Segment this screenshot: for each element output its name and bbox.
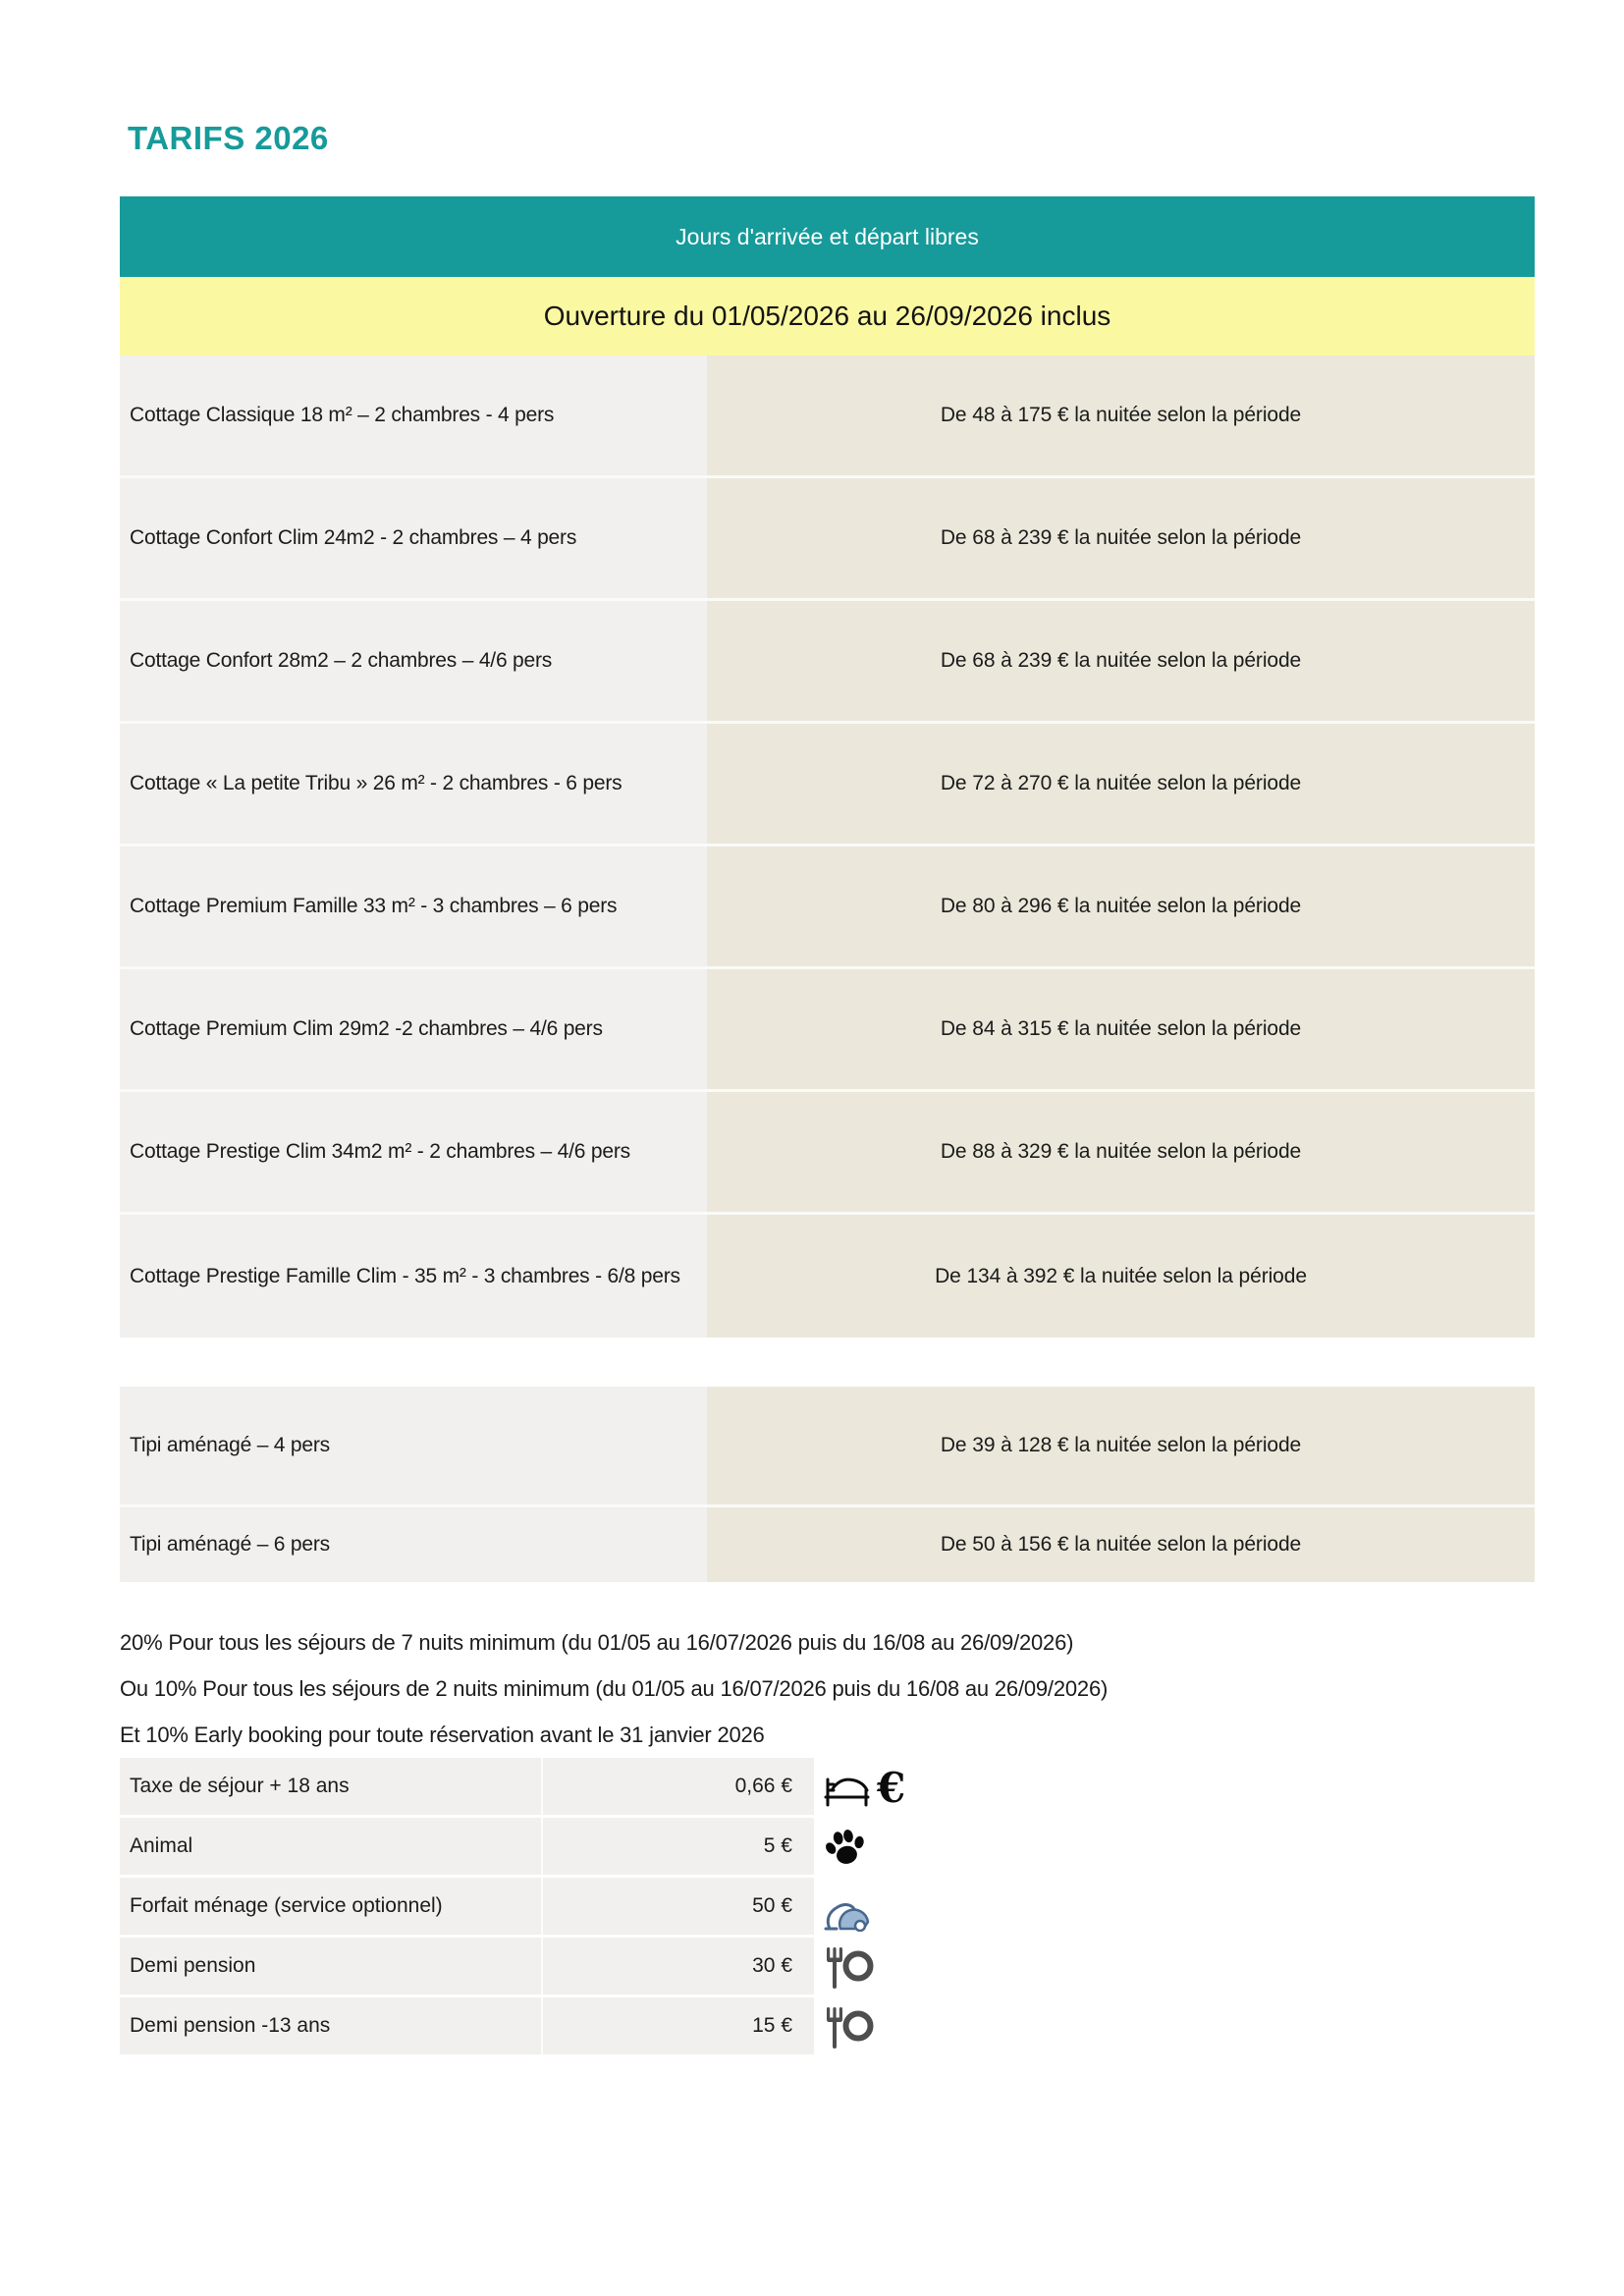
table-row: [120, 1507, 1535, 1582]
fee-row: [120, 1997, 814, 2057]
accommodation-price: De 68 à 239 € la nuitée selon la période: [707, 601, 1535, 721]
tipi-label: Tipi aménagé – 4 pers: [120, 1387, 707, 1504]
opening-banner-text: Ouverture du 01/05/2026 au 26/09/2026 inclus: [543, 301, 1111, 331]
fee-row: [120, 1758, 814, 1818]
fee-row: [120, 1878, 814, 1938]
icon-cell: [823, 1878, 950, 1938]
table-row: [120, 1092, 1535, 1215]
discount-line: 20% Pour tous les séjours de 7 nuits minimum (du 01/05 au 16/07/2026 puis du 16/08 au 26/09/2026): [120, 1629, 1074, 1655]
tipi-price: De 50 à 156 € la nuitée selon la période: [707, 1507, 1535, 1582]
fee-label: Demi pension -13 ans: [120, 1997, 543, 2054]
opening-banner: [120, 277, 1535, 355]
accommodation-price: De 84 à 315 € la nuitée selon la période: [707, 969, 1535, 1089]
accommodation-label: Cottage Prestige Clim 34m2 m² - 2 chambres – 4/6 pers: [120, 1092, 707, 1212]
discount-line: Et 10% Early booking pour toute réservation avant le 31 janvier 2026: [120, 1722, 765, 1747]
icon-cell: [823, 1818, 950, 1878]
table-gap: [120, 1338, 1535, 1387]
accommodation-price: De 134 à 392 € la nuitée selon la période: [707, 1215, 1535, 1338]
discount-line: Ou 10% Pour tous les séjours de 2 nuits minimum (du 01/05 au 16/07/2026 puis du 16/08 au 26/09/2026): [120, 1675, 1109, 1701]
fee-price: 15 €: [752, 2014, 792, 2037]
accommodation-price: De 72 à 270 € la nuitée selon la période: [707, 724, 1535, 844]
fee-price: 5 €: [763, 1834, 792, 1857]
fees-table: [120, 1758, 814, 2057]
arrival-banner: [120, 196, 1535, 277]
table-row: [120, 969, 1535, 1092]
accommodation-label: Cottage Prestige Famille Clim - 35 m² - 3 chambres - 6/8 pers: [120, 1215, 707, 1338]
table-row: [120, 601, 1535, 724]
accommodations-table: [120, 355, 1535, 1338]
fee-label: Forfait ménage (service optionnel): [120, 1878, 543, 1935]
icon-cell: [823, 1758, 950, 1818]
table-row: [120, 1215, 1535, 1338]
euro-icon: €: [877, 1763, 906, 1812]
accommodation-price: De 80 à 296 € la nuitée selon la période: [707, 847, 1535, 966]
tipi-price: De 39 à 128 € la nuitée selon la période: [707, 1387, 1535, 1504]
accommodation-label: Cottage Premium Clim 29m2 -2 chambres – 4/6 pers: [120, 969, 707, 1089]
icon-cell: [823, 1938, 950, 1997]
accommodation-label: Cottage Confort 28m2 – 2 chambres – 4/6 pers: [120, 601, 707, 721]
fee-label: Animal: [120, 1818, 543, 1875]
fee-label: Demi pension: [120, 1938, 543, 1995]
document-body: [120, 196, 1535, 2057]
fee-price: 50 €: [752, 1894, 792, 1917]
paw-icon: [823, 1827, 868, 1870]
restaurant-icon: [823, 1945, 874, 1991]
accommodation-label: Cottage Confort Clim 24m2 - 2 chambres – 4 pers: [120, 478, 707, 598]
table-row: [120, 724, 1535, 847]
table-row: [120, 847, 1535, 969]
page-title: TARIFS 2026: [128, 120, 329, 156]
fees-section: [120, 1758, 906, 2057]
tipi-label: Tipi aménagé – 6 pers: [120, 1507, 707, 1582]
vacuum-icon: [823, 1885, 872, 1932]
table-row: [120, 1387, 1535, 1507]
accommodation-label: Cottage « La petite Tribu » 26 m² - 2 chambres - 6 pers: [120, 724, 707, 844]
arrival-banner-text: Jours d'arrivée et départ libres: [676, 223, 979, 249]
fee-row: [120, 1818, 814, 1878]
table-row: [120, 355, 1535, 478]
fee-label: Taxe de séjour + 18 ans: [120, 1758, 543, 1815]
restaurant-icon: [823, 2005, 874, 2050]
bed-icon: [823, 1768, 872, 1809]
table-row: [120, 478, 1535, 601]
icon-cell: [823, 1997, 950, 2057]
accommodation-price: De 68 à 239 € la nuitée selon la période: [707, 478, 1535, 598]
fee-icons-column: [823, 1758, 950, 2057]
discount-notes: [120, 1619, 1535, 1758]
accommodation-label: Cottage Premium Famille 33 m² - 3 chambres – 6 pers: [120, 847, 707, 966]
accommodation-price: De 48 à 175 € la nuitée selon la période: [707, 355, 1535, 475]
accommodation-price: De 88 à 329 € la nuitée selon la période: [707, 1092, 1535, 1212]
tipi-table: [120, 1387, 1535, 1582]
fee-row: [120, 1938, 814, 1997]
fee-price: 30 €: [752, 1954, 792, 1977]
fee-price: 0,66 €: [734, 1775, 792, 1797]
accommodation-label: Cottage Classique 18 m² – 2 chambres - 4 pers: [120, 355, 707, 475]
